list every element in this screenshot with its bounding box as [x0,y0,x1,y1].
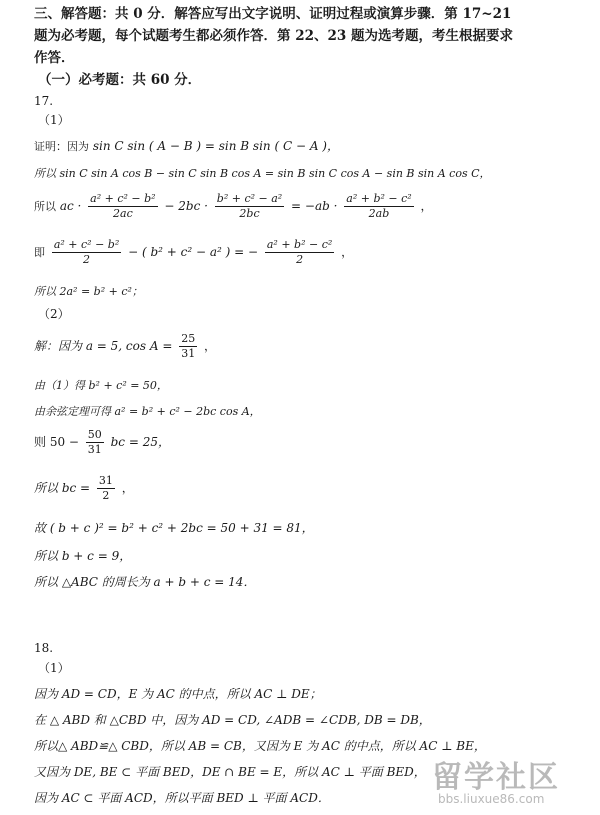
fraction-8 [97,474,115,503]
question-18-number: 18. [34,641,54,655]
fraction-8-denominator: 2 [102,489,110,502]
fraction-4 [52,238,121,267]
proof-expression: sin C sin ( A − B ) = sin B sin ( C − A )， [92,139,339,153]
fraction-2-denominator: 2bc [239,207,260,220]
fraction-7 [86,428,104,457]
q17-sum: 所以 b + c = 9， [34,549,132,563]
so-bc: 所以 bc = [34,481,91,495]
watermark-url: bbs.liuxue86.com [438,792,545,806]
fraction-1-denominator: 2ac [113,207,133,220]
fraction-1-numerator: a² + c² − b² [90,192,156,205]
then-suffix: bc = 25， [110,435,170,449]
fraction-5-numerator: a² + b² − c² [266,238,333,251]
ji-prefix: 即 [34,246,45,259]
proof-label: 证明：因为 [34,140,89,153]
watermark [432,752,592,812]
q17-part-2-label: （2） [38,307,70,321]
fraction-6 [179,332,197,361]
punctuation: ， [420,199,433,213]
fraction-3-numerator: a² + b² − c² [346,192,412,205]
section-heading-line-1: 三、解答题：共 0 分．解答应写出文字说明、证明过程或演算步骤．第 17~21 [34,6,512,22]
q17-expansion: 所以 sin C sin A cos B − sin C sin B cos A = sin B sin C cos A − sin B sin A cos C， [34,167,491,180]
fraction-7-numerator: 50 [87,428,102,441]
term-ab: = −ab · [291,199,338,213]
solution-prefix: 解：因为 a = 5, cos A = [34,339,173,353]
required-questions-heading: （一）必考题：共 60 分． [38,72,202,88]
q18-line-5: 因为 AC ⊂ 平面 ACD，所以平面 BED ⊥ 平面 ACD． [34,791,330,805]
q18-line-4: 又因为 DE, BE ⊂ 平面 BED，DE ∩ BE = E，所以 AC ⊥ 平面 BED， [34,765,426,779]
question-17-number: 17. [34,94,54,108]
q17-square: 故 ( b + c )² = b² + c² + 2bc = 50 + 31 = 81， [34,521,314,535]
fraction-8-numerator: 31 [98,474,113,487]
section-heading-line-3: 作答． [34,50,75,66]
middle-term: − ( b² + c² − a² ) = − [128,245,259,259]
q17-from-part-1: 由（1）得 b² + c² = 50， [34,379,168,392]
punctuation: ， [204,339,217,353]
fraction-1 [88,192,157,221]
fraction-4-denominator: 2 [83,253,91,266]
punctuation: ， [121,481,134,495]
section-heading-line-2: 题为必考题，每个试题考生都必须作答．第 22、23 题为选考题，考生根据要求 [34,28,513,44]
q17-equation-bc [34,428,170,457]
fraction-2-numerator: b² + c² − a² [216,192,283,205]
fraction-2 [215,192,284,221]
fraction-7-denominator: 31 [87,443,102,456]
fraction-4-numerator: a² + c² − b² [53,238,120,251]
watermark-logo: 留学社区 [432,760,560,795]
then-prefix: 则 50 − [34,435,79,449]
punctuation: ， [341,245,354,259]
term-2bc: − 2bc · [164,199,208,213]
fraction-6-numerator: 25 [181,332,196,345]
fraction-6-denominator: 31 [181,347,196,360]
q17-result-1: 所以 2a² = b² + c²； [34,285,143,298]
q18-line-3: 所以△ ABD≌△ CBD，所以 AB = CB，又因为 E 为 AC 的中点，所以 AC ⊥ BE， [34,739,486,753]
q17-cosine-law: 由余弦定理可得 a² = b² + c² − 2bc cos A， [34,405,261,418]
fraction-3 [344,192,413,221]
q17-part-1-label: （1） [38,113,70,127]
q18-line-1: 因为 AD = CD，E 为 AC 的中点，所以 AC ⊥ DE； [34,687,322,701]
q17-proof-statement [34,138,339,155]
term-ac: ac · [59,199,82,213]
fraction-5 [265,238,334,267]
so-prefix: 所以 [34,200,56,213]
fraction-5-denominator: 2 [296,253,304,266]
q18-part-1-label: （1） [38,661,70,675]
q18-line-2: 在 △ ABD 和 △CBD 中，因为 AD = CD, ∠ADB = ∠CDB, DB = DB， [34,713,431,727]
q17-bc-value [34,474,134,503]
q17-perimeter: 所以 △ABC 的周长为 a + b + c = 14． [34,575,256,589]
fraction-3-denominator: 2ab [368,207,390,220]
q17-simplified [34,238,353,267]
q17-solution-given [34,332,216,361]
q17-substitution [34,192,433,221]
